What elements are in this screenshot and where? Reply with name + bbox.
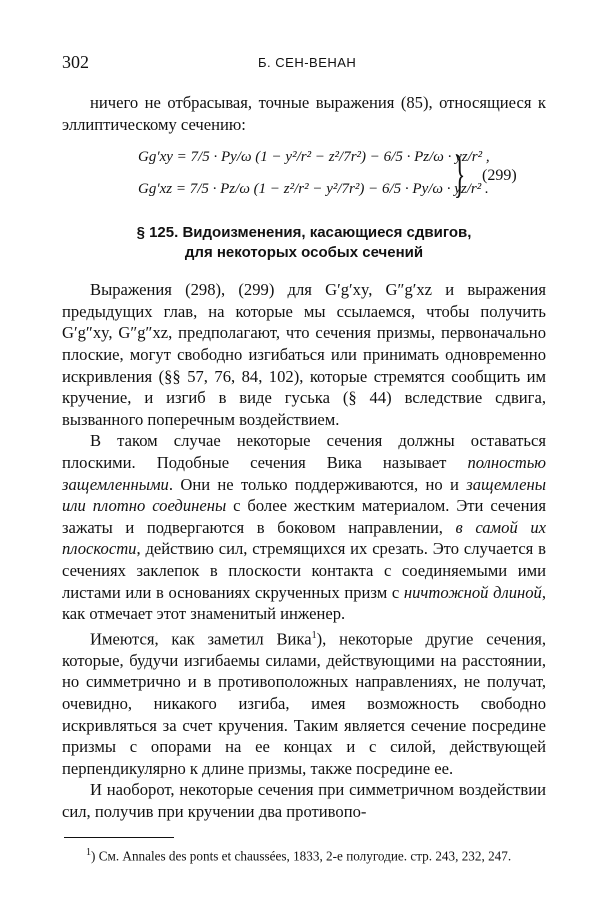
paragraph-2-text-c: с более жестким материалом. Эти сечения зажаты и подвергаются в боковом направлении, — [62, 496, 546, 537]
paragraph-4: И наоборот, некоторые сечения при симметричном воздействии сил, получив при кручении два противопо- — [62, 780, 546, 821]
running-head: Б. СЕН-ВЕНАН — [258, 55, 357, 70]
footnote-reference[interactable]: 1 — [311, 629, 317, 641]
book-page — [62, 52, 546, 864]
paragraph-2-text-e: , как отмечает этот знаменитый инженер. — [62, 582, 546, 624]
footnote-text: ) См. Annales des ponts et chaussées, 1833, 2-е полугодие. стр. 243, 232, 247. — [91, 847, 512, 863]
formula-line-2: Gg′xz = 7/5 · Pz/ω (1 − z²/r² − y²/7r²) − 6/5 · Py/ω · yz/r² . — [138, 181, 489, 198]
formula-line-1: Gg′xy = 7/5 · Py/ω (1 − y²/r² − z²/7r²) − 6/5 · Pz/ω · yz/r² , — [138, 149, 490, 166]
italic-term-negligible-length: ничтожной длиной — [403, 582, 542, 602]
paragraph-1: Выражения (298), (299) для G′g′xy, G″g′xz и выражения предыдущих глав, на которые мы ссылаемся, чтобы получить G′g″xy, G″g″xz, предполагают, что сечения призмы, первоначально плоские, могут свободно изгибаться или принимать одновременно искривления (§§ 57, 76, 84, 102), которые стремятся сообщить им кручение, и изгиб в виде гуська (§ 44) вследствие сдвига, вызванного поперечным воздействием. — [62, 280, 546, 429]
paragraph-3-text-a: Имеются, как заметил Вика — [90, 629, 312, 649]
paragraph-2-text-a: В таком случае некоторые сечения должны оставаться плоскими. Подобные сечения Вика называет — [62, 431, 546, 472]
page-number: 302 — [62, 52, 89, 72]
paragraph-2 — [62, 430, 546, 624]
paragraph-3-text-b: ), некоторые другие сечения, которые, будучи изгибаемы силами, действующими на расстоянии, но симметрично и в противоположных направлениях, не получат, очевидно, никакого изгиба, имея возможность свободно искривляться за счет кручения. Таким является сечение посредине призмы с опорами на ее концах и с силой, действующей перпендикулярно к длине призмы, также посредине ее. — [62, 629, 546, 778]
italic-term-in-plane: в самой их плоскости — [62, 517, 547, 559]
formula-block-299 — [62, 143, 546, 213]
footnote-marker: 1 — [86, 846, 91, 858]
italic-term-clamped-joined: защемлены или плотно соединены — [62, 474, 546, 516]
footnote-divider — [64, 837, 174, 838]
paragraph-2-text-d: , действию сил, стремящихся их срезать. Это случается в сечениях заклепок в плоскости контакта с соединяемыми ими листами или в основаниях скрученных призм с — [62, 539, 546, 602]
right-brace-icon: } — [454, 146, 466, 204]
section-title-line-1: § 125. Видоизменения, касающиеся сдвигов, — [136, 224, 472, 242]
equation-number: (299) — [482, 167, 517, 185]
section-heading — [62, 223, 546, 263]
paragraph-2-text-b: . Они не только поддерживаются, но и — [168, 474, 467, 494]
intro-paragraph: ничего не отбрасывая, точные выражения (85), относящиеся к эллиптическому сечению: — [62, 93, 546, 134]
italic-term-fully-clamped: полностью защемленными — [62, 452, 546, 494]
footnote — [62, 844, 546, 864]
section-title-line-2: для некоторых особых сечений — [184, 244, 424, 262]
page-header — [62, 52, 546, 82]
paragraph-3 — [62, 625, 546, 780]
